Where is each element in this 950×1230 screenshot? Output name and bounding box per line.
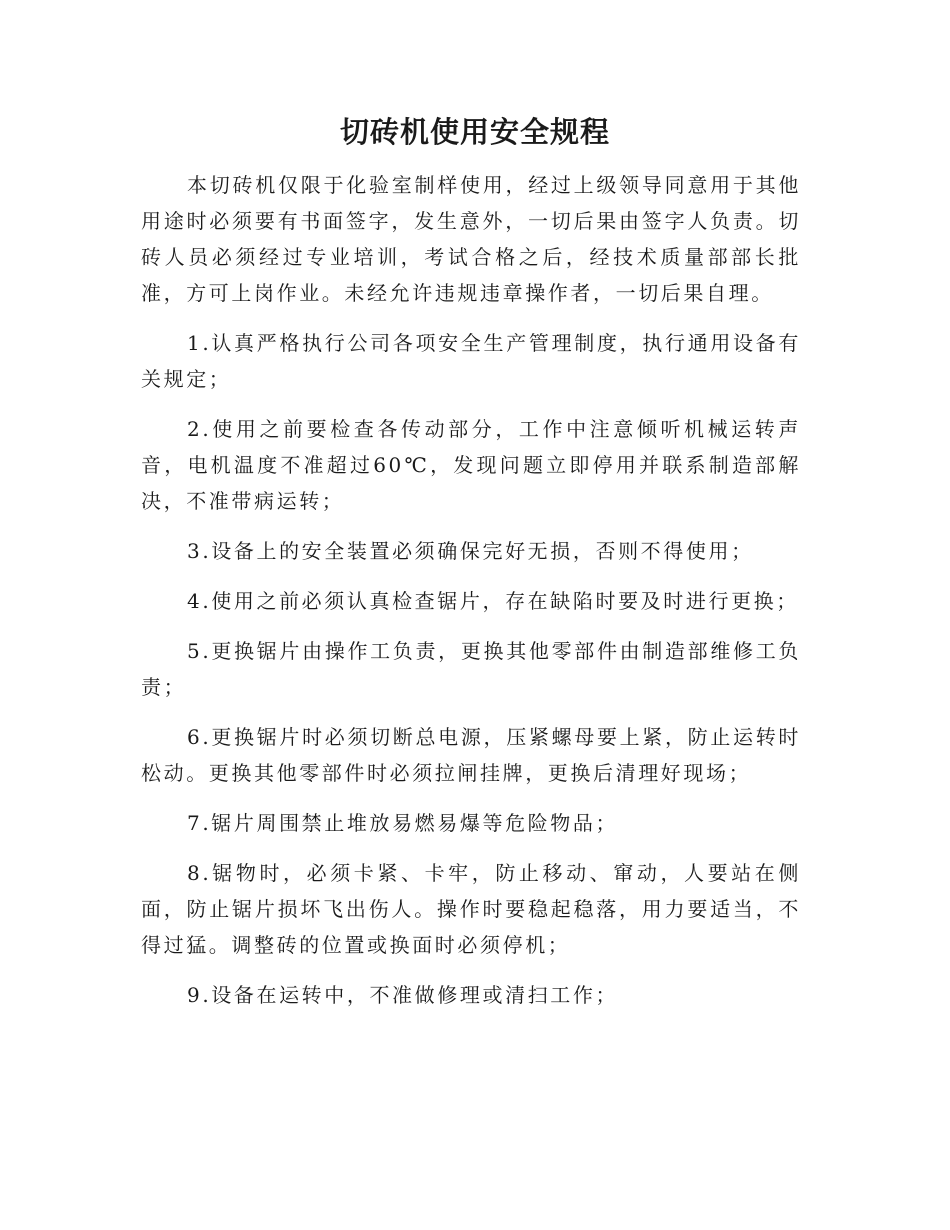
rule-item-7: 7.锯片周围禁止堆放易燃易爆等危险物品； <box>187 811 619 835</box>
rule-item-3: 3.设备上的安全装置必须确保完好无损，否则不得使用； <box>187 539 754 563</box>
document-body <box>141 167 801 1013</box>
intro-paragraph: 本切砖机仅限于化验室制样使用，经过上级领导同意用于其他用途时必须要有书面签字，发生意外，一切后果由签字人负责。切砖人员必须经过专业培训，考试合格之后，经技术质量部部长批准，方可上岗作业。未经允许违规违章操作者，一切后果自理。 <box>141 173 801 305</box>
rule-item-5: 5.更换锯片由操作工负责，更换其他零部件由制造部维修工负责； <box>141 639 801 699</box>
rule-item-9: 9.设备在运转中，不准做修理或清扫工作； <box>187 983 619 1007</box>
rule-item-8: 8.锯物时，必须卡紧、卡牢，防止移动、窜动，人要站在侧面，防止锯片损坏飞出伤人。操作时要稳起稳落，用力要适当，不得过猛。调整砖的位置或换面时必须停机； <box>141 861 801 957</box>
rule-item-4: 4.使用之前必须认真检查锯片，存在缺陷时要及时进行更换； <box>187 589 799 613</box>
rule-item-6: 6.更换锯片时必须切断总电源，压紧螺母要上紧，防止运转时松动。更换其他零部件时必须拉闸挂牌，更换后清理好现场； <box>141 725 801 785</box>
rule-item-2: 2.使用之前要检查各传动部分，工作中注意倾听机械运转声音，电机温度不准超过60℃，发现问题立即停用并联系制造部解决，不准带病运转； <box>141 417 801 513</box>
document-title: 切砖机使用安全规程 <box>339 115 610 149</box>
rule-item-1: 1.认真严格执行公司各项安全生产管理制度，执行通用设备有关规定； <box>141 331 801 391</box>
